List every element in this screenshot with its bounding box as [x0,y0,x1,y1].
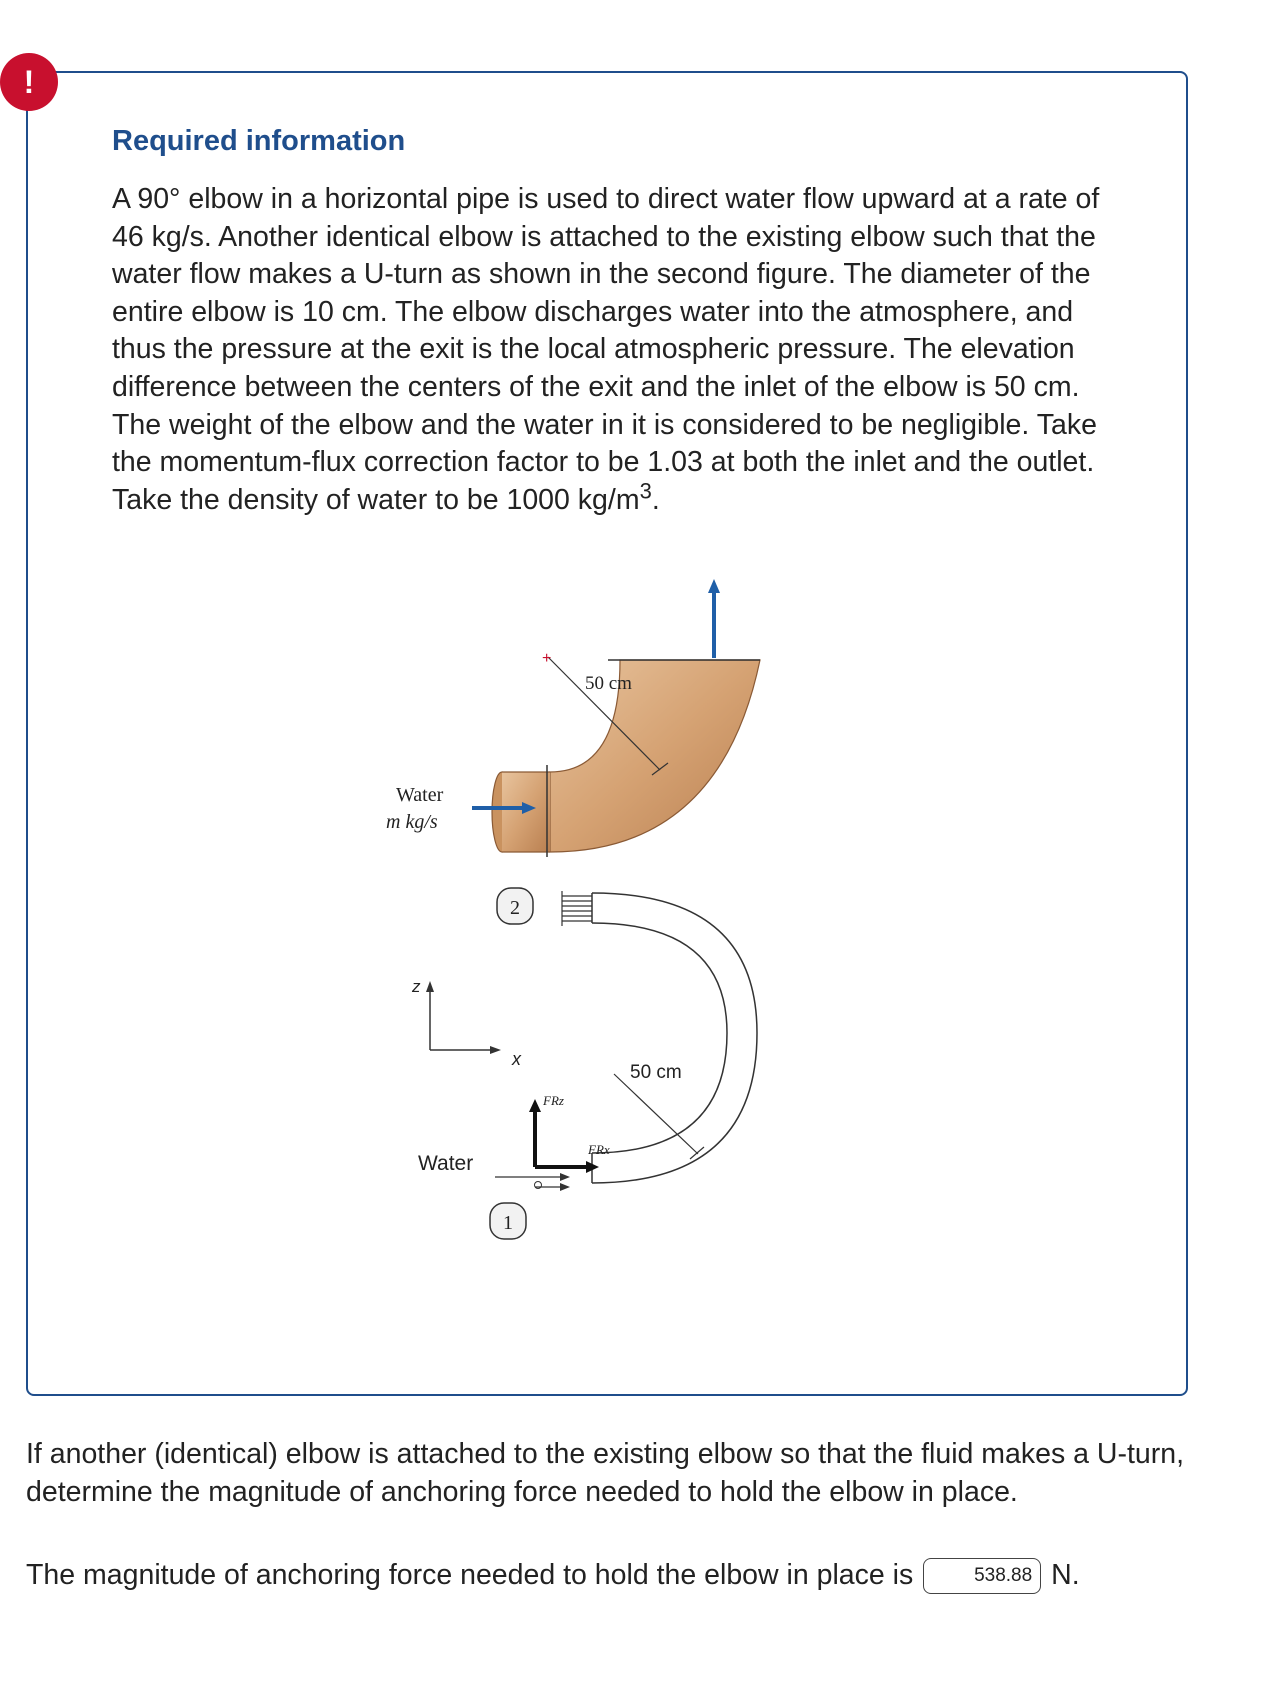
radius-dimension-label: 50 cm [585,673,632,694]
answer-line [26,1555,1256,1595]
axis-z-label: z [412,977,421,996]
svg-text:+: + [542,650,552,667]
elbow-diagram [380,545,840,1340]
u-turn-inner-wall [592,923,727,1153]
cubic-exponent: 3 [639,478,652,504]
flow-rate-label: m kg/s [386,811,438,833]
u-turn-radius-label: 50 cm [630,1062,682,1083]
u-turn-outer-wall [592,893,757,1183]
elbow-pipe [550,660,760,852]
answer-unit: N. [1051,1559,1080,1591]
panel-title: Required information [112,125,406,157]
answer-prefix: The magnitude of anchoring force needed to hold the elbow in place is [26,1559,914,1591]
force-z-label: FRz [543,1093,564,1108]
problem-text-end: . [651,483,660,516]
section-2-label: 2 [510,897,520,919]
reaction-forces [529,1093,610,1173]
force-x-label: FRx [588,1142,610,1157]
problem-statement [112,181,1132,519]
water-label-u-turn: Water [418,1152,474,1175]
question-text: If another (identical) elbow is attached to the existing elbow so that the fluid makes a U-turn, determine the magnitude of anchoring force needed to hold the elbow in place. [26,1438,1185,1508]
figure-two [411,888,757,1239]
elbow-figures [380,545,840,1340]
axis-x-label: x [512,1049,521,1069]
coordinate-axes [411,977,522,1069]
water-label: Water [396,784,444,806]
u-turn-radius-line [614,1074,698,1154]
alert-icon: ! [0,53,58,111]
section-1-label: 1 [503,1212,513,1234]
exit-velocity-profile [562,891,592,926]
figure-one [386,579,760,857]
anchoring-force-answer-input[interactable] [923,1558,1041,1594]
problem-text: A 90° elbow in a horizontal pipe is used to direct water flow upward at a rate of 46 kg/s. Another identical elbow is attached to the existing elbow such that the water flow makes a U-turn as shown in the second figure. The diameter of the entire elbow is 10 cm. The elbow discharges water into the atmosphere, and thus the pressure at the exit is the local atmospheric pressure. The elevation difference between the centers of the exit and the inlet of the elbow is 50 cm. The weight of the elbow and the water in it is considered to be negligible. Take the momentum-flux correction factor to be 1.03 at both the inlet and the outlet. Take the density of water to be 1000 kg/m [112,183,1100,516]
